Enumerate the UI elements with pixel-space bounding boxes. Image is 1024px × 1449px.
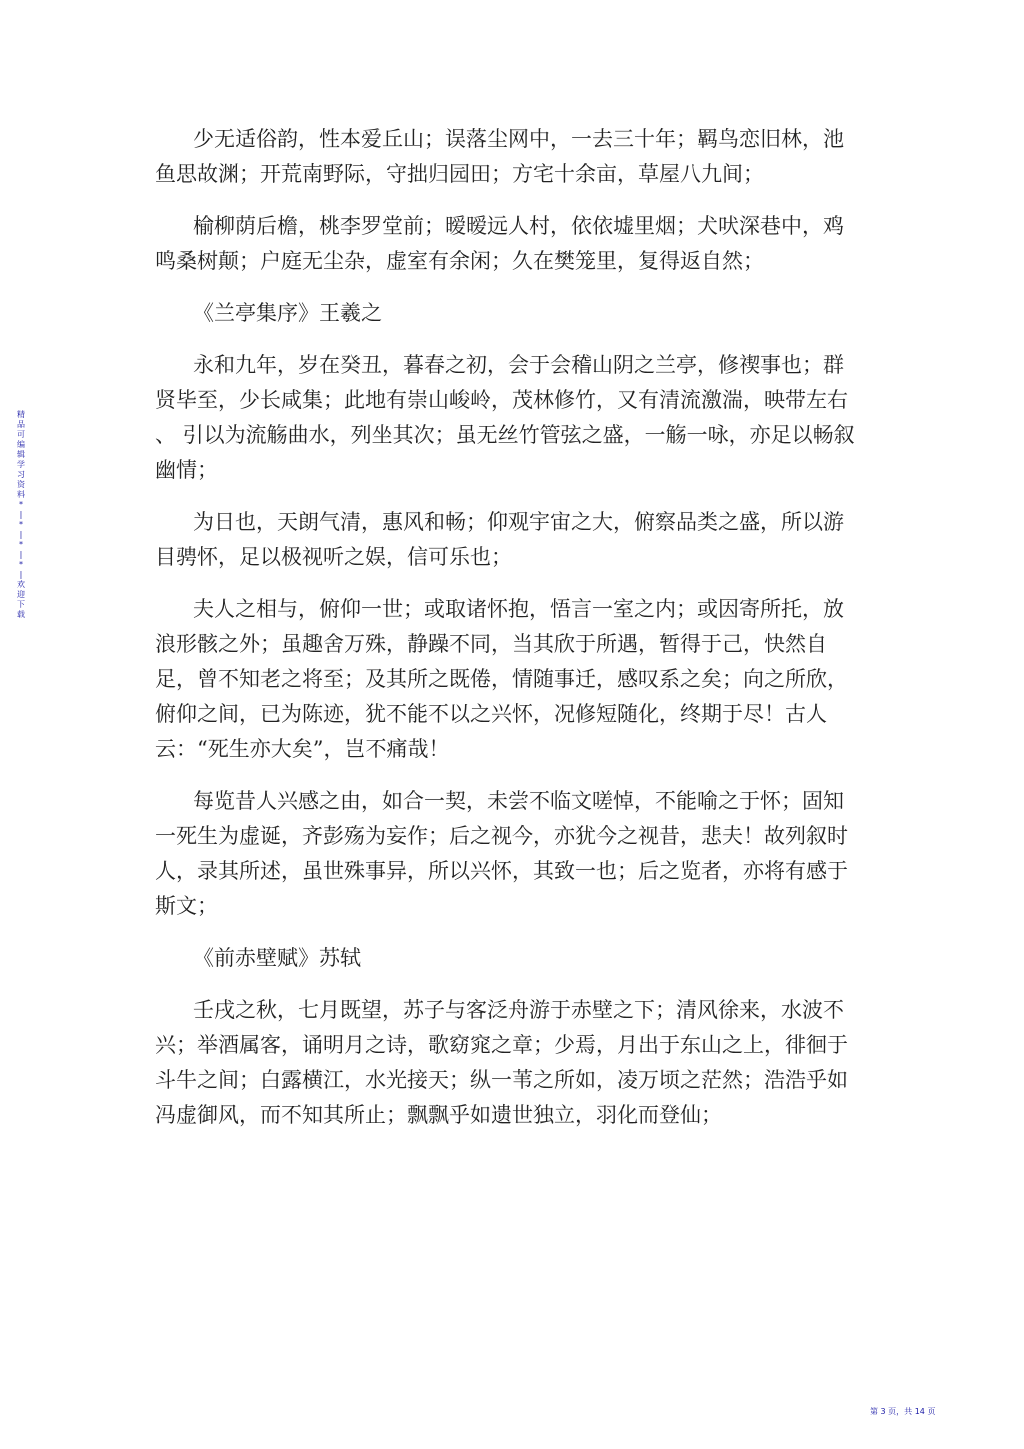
paragraph-guiyuantianju-1: 少无适俗韵，性本爱丘山；误落尘网中，一去三十年；羁鸟恋旧林，池鱼思故渊；开荒南野际，守拙归园田；方宅十余亩，草屋八九间； — [155, 127, 844, 186]
paragraph-lanting-4: 每览昔人兴感之由，如合一契，未尝不临文嗟悼，不能喻之于怀；固知一死生为虚诞，齐彭殇为妄作；后之视今，亦犹今之视昔，悲夫！故列叙时人，录其所述，虽世殊事异，所以兴怀，其致一也；后之览者，亦将有感于斯文； — [155, 789, 848, 918]
document-body — [155, 122, 855, 1150]
paragraph-guiyuantianju-2: 榆柳荫后檐，桃李罗堂前；暧暧远人村，依依墟里烟；犬吠深巷中，鸡鸣桑树颠；户庭无尘杂，虚室有余闲；久在樊笼里，复得返自然； — [155, 214, 844, 273]
paragraph-lanting-2: 为日也，天朗气清，惠风和畅；仰观宇宙之大，俯察品类之盛，所以游目骋怀，足以极视听之娱，信可乐也； — [155, 510, 844, 569]
section-title-qianchibifu: 《前赤壁赋》苏轼 — [193, 946, 361, 970]
paragraph-lanting-3: 夫人之相与，俯仰一世；或取诸怀抱，悟言一室之内；或因寄所托，放浪形骸之外；虽趣舍万殊，静躁不同，当其欣于所遇，暂得于己，快然自足，曾不知老之将至；及其所之既倦，情随事迁，感叹系之矣；向之所欣，俯仰之间，已为陈迹，犹不能不以之兴怀，况修短随化，终期于尽！古人云：“死生亦大矣”，岂不痛哉！ — [155, 597, 848, 761]
section-title-lantingjixu: 《兰亭集序》王羲之 — [193, 301, 382, 325]
paragraph-chibi-1: 壬戌之秋，七月既望，苏子与客泛舟游于赤壁之下；清风徐来，水波不兴；举酒属客，诵明月之诗，歌窈窕之章；少焉，月出于东山之上，徘徊于斗牛之间；白露横江，水光接天；纵一苇之所如，凌万顷之茫然；浩浩乎如冯虚御风，而不知其所止；飘飘乎如遗世独立，羽化而登仙； — [155, 998, 848, 1127]
page-number-footer: 第 3 页，共 14 页 — [870, 1407, 936, 1416]
side-watermark-note: 精 品 可 编 辑 学 习 资 料 * | * | * | * | 欢 迎 下 载 — [17, 410, 25, 619]
paragraph-lanting-1: 永和九年，岁在癸丑，暮春之初，会于会稽山阴之兰亭，修禊事也；群贤毕至，少长咸集；此地有崇山峻岭，茂林修竹，又有清流激湍，映带左右 、 引以为流觞曲水，列坐其次；虽无丝竹管弦之盛，一觞一咏，亦足以畅叙幽情； — [155, 353, 855, 482]
